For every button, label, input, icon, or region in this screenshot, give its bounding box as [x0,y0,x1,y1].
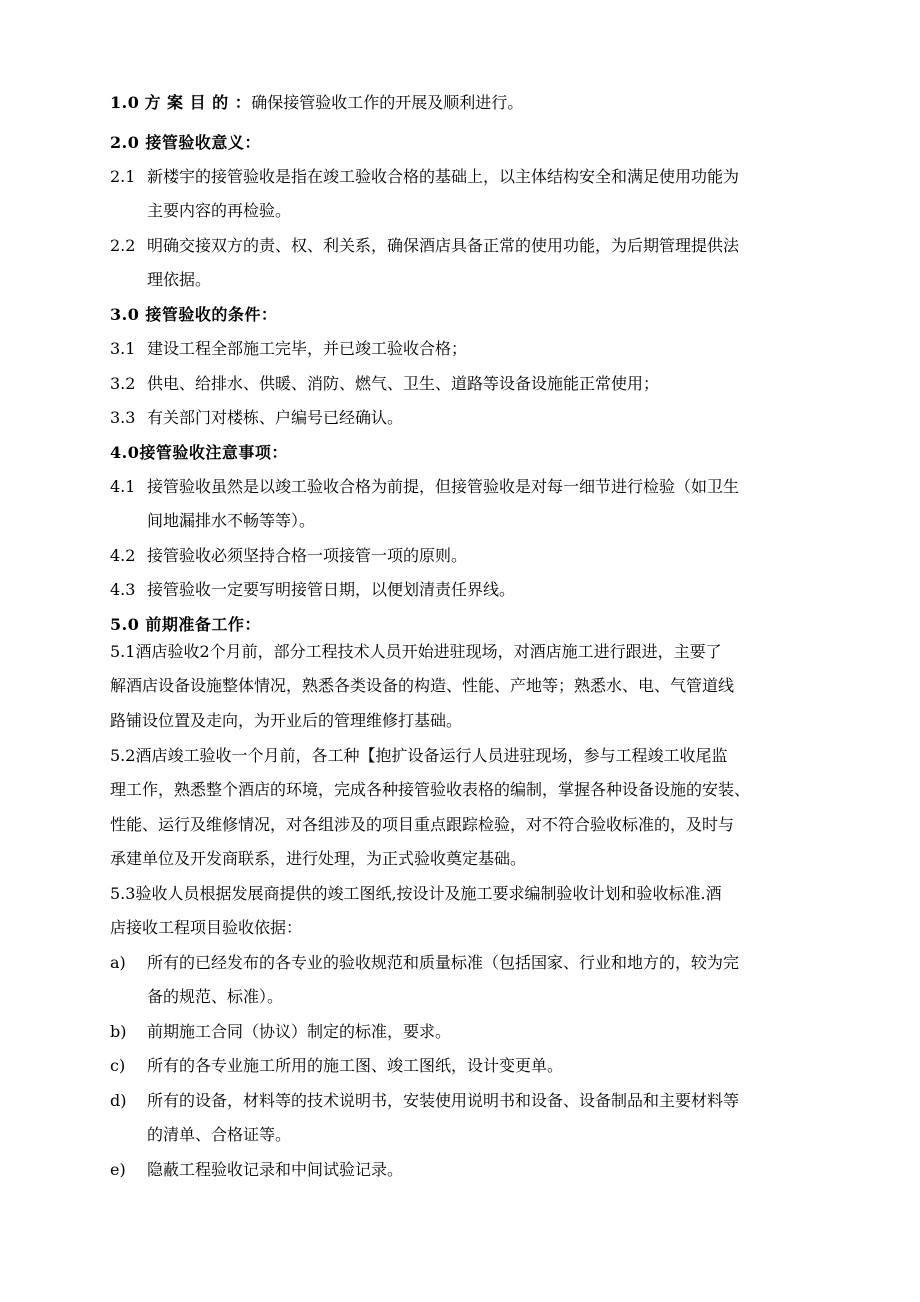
item-4-2-text: 接管验收必须坚持合格一项接管一项的原则。 [147,546,468,565]
item-2-1 [110,167,835,187]
item-3-3-number: 3.3 [110,408,136,427]
list-item-a [110,953,739,973]
para-5-2-line3: 性能、运行及维修情况，对各组涉及的项目重点跟踪检验，对不符合验收标准的，及时与 [110,815,735,834]
list-item-d-label: d) [110,1091,127,1110]
item-2-2-line2: 理依据。 [147,270,212,289]
list-item-e-text: 隐蔽工程验收记录和中间试验记录。 [147,1160,404,1179]
item-4-3-number: 4.3 [110,580,136,599]
section-1-line [110,93,523,113]
item-3-1-text: 建设工程全部施工完毕，并已竣工验收合格； [147,339,468,358]
section-3-heading: 3.0 接管验收的条件： [110,305,278,324]
section-4-heading: 4.0接管验收注意事项： [110,443,288,462]
item-4-1-line2: 间地漏排水不畅等等）。 [147,511,316,530]
item-4-3 [110,580,515,600]
item-3-1-number: 3.1 [110,339,136,358]
para-5-1-line3: 路铺设位置及走向，为开业后的管理维修打基础。 [110,711,463,730]
list-item-b-label: b) [110,1022,127,1041]
section-1-title: 方 案 目 的 ： [144,93,252,112]
item-4-2-number: 4.2 [110,546,136,565]
list-item-b-text: 前期施工合同（协议）制定的标准，要求。 [147,1022,452,1041]
item-4-3-text: 接管验收一定要写明接管日期，以便划清责任界线。 [147,580,516,599]
list-item-d [110,1091,739,1111]
item-3-2 [110,374,659,394]
section-5-heading: 5.0 前期准备工作： [110,615,261,634]
list-item-a-line1: 所有的已经发布的各专业的验收规范和质量标准（包括国家、行业和地方的，较为完 [147,953,740,972]
item-3-2-text: 供电、给排水、供暖、消防、燃气、卫生、道路等设备设施能正常使用； [147,374,660,393]
item-2-2-line1: 明确交接双方的责、权、利关系，确保酒店具备正常的使用功能，为后期管理提供法 [147,236,740,255]
para-5-1-line2: 解酒店设备设施整体情况，熟悉各类设备的构造、性能、产地等；熟悉水、电、气管道线 [110,676,735,695]
item-4-1 [110,477,739,497]
item-3-2-number: 3.2 [110,374,136,393]
para-5-2-line2: 理工作，熟悉整个酒店的环境，完成各种接管验收表格的编制，掌握各种设备设施的安装、 [110,780,751,799]
item-2-1-number: 2.1 [110,167,136,186]
list-item-d-line2: 的清单、合格证等。 [147,1125,292,1144]
list-item-c-text: 所有的各专业施工所用的施工图、竣工图纸，设计变更单。 [147,1056,564,1075]
list-item-c-label: c) [110,1056,126,1075]
item-3-3 [110,408,403,428]
para-5-2-line4: 承建单位及开发商联系，进行处理，为正式验收奠定基础。 [110,849,527,868]
section-2-heading: 2.0 接管验收意义： [110,133,261,152]
list-item-e [110,1160,403,1180]
item-3-3-text: 有关部门对楼栋、户编号已经确认。 [147,408,404,427]
para-5-3-line1: 5.3验收人员根据发展商提供的竣工图纸,按设计及施工要求编制验收计划和验收标准.酒 [110,884,722,903]
list-item-e-label: e) [110,1160,126,1179]
item-2-1-line1: 新楼宇的接管验收是指在竣工验收合格的基础上，以主体结构安全和满足使用功能为 [147,167,740,186]
para-5-1-line1: 5.1酒店验收2个月前，部分工程技术人员开始进驻现场，对酒店施工进行跟进，主要了 [110,642,722,661]
item-2-1-line2: 主要内容的再检验。 [147,201,292,220]
section-1-number: 1.0 [110,93,140,112]
item-4-1-line1: 接管验收虽然是以竣工验收合格为前提，但接管验收是对每一细节进行检验（如卫生 [147,477,740,496]
item-2-2 [110,236,739,256]
item-4-2 [110,546,467,566]
list-item-b [110,1022,451,1042]
list-item-d-line1: 所有的设备，材料等的技术说明书，安装使用说明书和设备、设备制品和主要材料等 [147,1091,740,1110]
para-5-3-line2: 店接收工程项目验收依据： [110,918,303,937]
section-1-text: 确保接管验收工作的开展及顺利进行。 [251,93,524,112]
item-2-2-number: 2.2 [110,236,136,255]
para-5-2-line1: 5.2酒店竣工验收一个月前，各工种【抱扩设备运行人员进驻现场，参与工程竣工收尾监 [110,746,728,765]
list-item-a-label: a) [110,953,126,972]
item-3-1 [110,339,467,359]
item-4-1-number: 4.1 [110,477,136,496]
list-item-c [110,1056,563,1076]
list-item-a-line2: 备的规范、标准）。 [147,987,284,1006]
